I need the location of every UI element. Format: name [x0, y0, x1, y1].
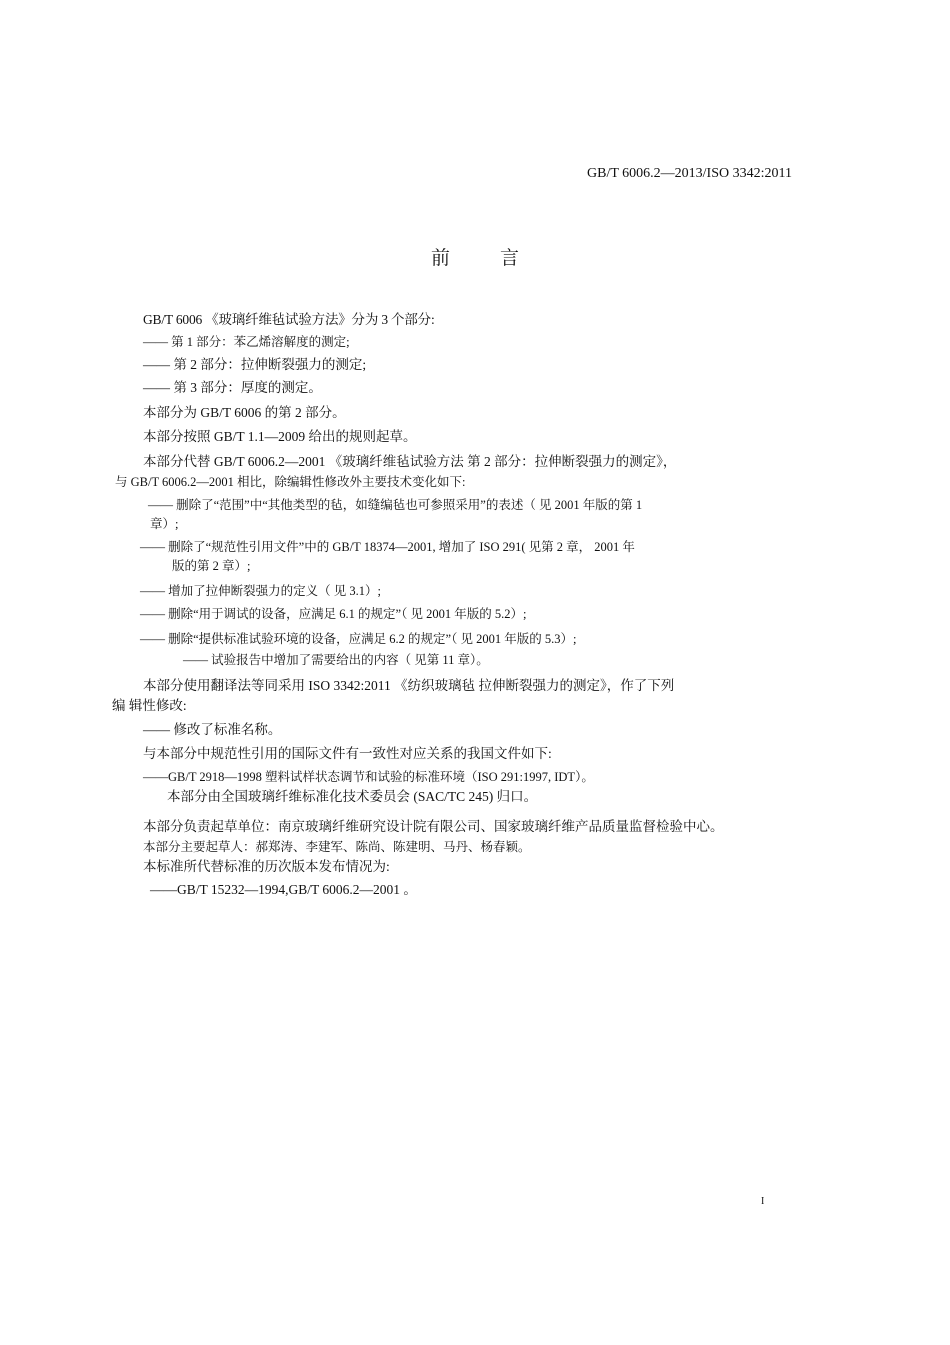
standard-code-header: GB/T 6006.2—2013/ISO 3342:2011 — [587, 166, 792, 181]
page-title: 前言 — [430, 247, 569, 269]
change-item-2-cont: 版的第 2 章）; — [172, 559, 251, 573]
paragraph-drafters: 本部分主要起草人：郝郑涛、李建军、陈尚、陈建明、马丹、杨春颖。 — [143, 840, 531, 854]
change-item-4: —— 删除“用于调试的设备，应满足 6.1 的规定”（ 见 2001 年版的 5.2）; — [140, 607, 527, 621]
paragraph-drafting-units: 本部分负责起草单位：南京玻璃纤维研究设计院有限公司、国家玻璃纤维产品质量监督检验中心。 — [143, 819, 724, 834]
change-item-1: —— 删除了“范围”中“其他类型的毡，如缝编毡也可参照采用”的表述（ 见 2001 年版的第 1 — [148, 498, 643, 512]
paragraph-history: 本标准所代替标准的历次版本发布情况为: — [143, 859, 390, 874]
change-item-6: —— 试验报告中增加了需要给出的内容（ 见第 11 章）。 — [183, 653, 489, 667]
paragraph-part-statement: 本部分为 GB/T 6006 的第 2 部分。 — [143, 405, 346, 420]
paragraph-adoption: 本部分使用翻译法等同采用 ISO 3342:2011 《纺织玻璃毡 拉伸断裂强力的测定》，作了下列 — [143, 678, 675, 693]
correspondence-item: ——GB/T 2918—1998 塑料试样状态调节和试验的标准环境（ISO 291:1997, IDT）。 — [143, 770, 594, 784]
paragraph-replaces-cont: 与 GB/T 6006.2—2001 相比，除编辑性修改外主要技术变化如下: — [115, 475, 466, 489]
paragraph-replaces: 本部分代替 GB/T 6006.2—2001 《玻璃纤维毡试验方法 第 2 部分：拉伸断裂强力的测定》， — [143, 454, 677, 469]
paragraph-committee: 本部分由全国玻璃纤维标准化技术委员会 (SAC/TC 245) 归口。 — [167, 789, 538, 804]
paragraph-correspondence: 与本部分中规范性引用的国际文件有一致性对应关系的我国文件如下: — [143, 746, 552, 761]
list-item-part-1: —— 第 1 部分：苯乙烯溶解度的测定; — [143, 335, 350, 349]
change-item-5: —— 删除“提供标准试验环境的设备，应满足 6.2 的规定”（ 见 2001 年版的 5.3）; — [140, 632, 577, 646]
history-item: ——GB/T 15232—1994,GB/T 6006.2—2001 。 — [150, 882, 417, 897]
list-item-part-2: —— 第 2 部分：拉伸断裂强力的测定; — [143, 357, 367, 372]
change-item-2: —— 删除了“规范性引用文件”中的 GB/T 18374—2001, 增加了 ISO 291( 见第 2 章， 2001 年 — [140, 540, 635, 554]
list-item-part-3: —— 第 3 部分：厚度的测定。 — [143, 380, 322, 395]
paragraph-adoption-cont: 编 辑性修改: — [112, 698, 187, 713]
change-item-3: —— 增加了拉伸断裂强力的定义（ 见 3.1）; — [140, 584, 381, 598]
change-item-1-cont: 章）; — [150, 517, 179, 531]
intro-line: GB/T 6006 《玻璃纤维毡试验方法》分为 3 个部分: — [143, 312, 435, 327]
page-number: I — [761, 1196, 765, 1207]
adoption-change-item: —— 修改了标准名称。 — [143, 722, 282, 737]
paragraph-drafting-rules: 本部分按照 GB/T 1.1—2009 给出的规则起草。 — [143, 429, 417, 444]
